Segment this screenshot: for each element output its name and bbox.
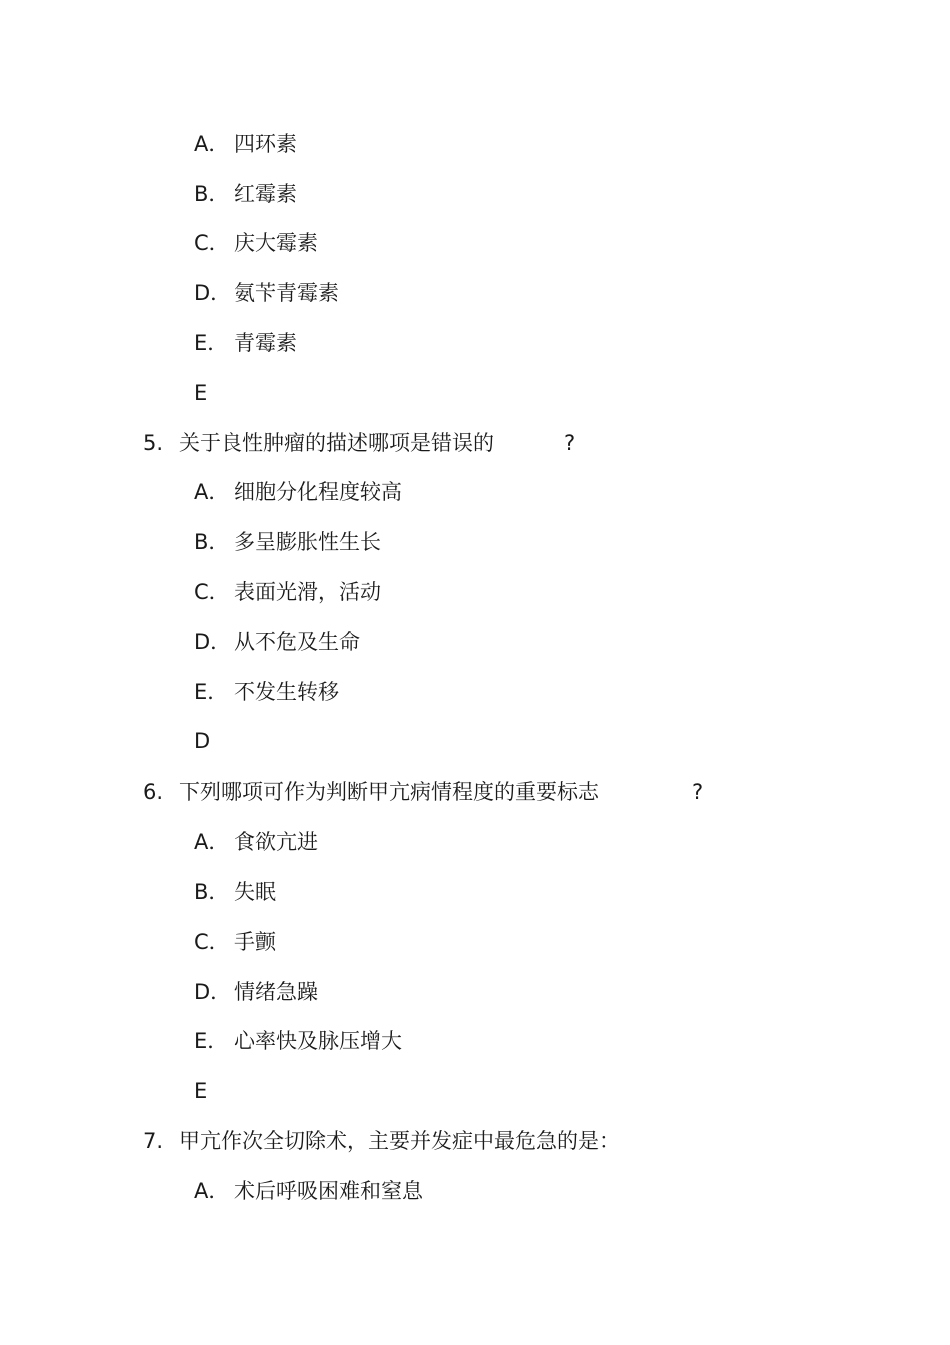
option-marker: B． [194, 182, 230, 206]
option-text: 术后呼吸困难和窒息 [234, 1179, 423, 1203]
q4-option-c [194, 229, 318, 257]
q5-option-b [194, 528, 381, 556]
option-marker: C． [194, 930, 230, 954]
option-marker: E． [194, 680, 229, 704]
option-text: 细胞分化程度较高 [234, 480, 402, 504]
q5-option-c [194, 578, 381, 606]
option-text: 庆大霉素 [234, 231, 318, 255]
q5-option-e [194, 678, 339, 706]
option-marker: C． [194, 231, 230, 255]
q5-answer: D [194, 729, 211, 753]
option-marker: A． [194, 132, 230, 156]
option-marker: B． [194, 530, 230, 554]
question-text: 下列哪项可作为判断甲亢病情程度的重要标志 [179, 780, 599, 804]
q4-option-d [194, 279, 339, 307]
option-text: 从不危及生命 [234, 630, 360, 654]
question-number: 6. [143, 780, 164, 804]
q5-option-d [194, 628, 360, 656]
q5-stem [143, 429, 494, 457]
option-text: 食欲亢进 [234, 830, 318, 854]
q7-option-a [194, 1177, 423, 1205]
option-marker: C． [194, 580, 230, 604]
q4-option-b [194, 180, 297, 208]
q7-stem [143, 1127, 620, 1155]
option-text: 四环素 [234, 132, 297, 156]
q4-answer: E [194, 381, 208, 405]
option-text: 红霉素 [234, 182, 297, 206]
question-number: 7. [143, 1129, 164, 1153]
option-marker: D． [194, 980, 232, 1004]
option-text: 多呈膨胀性生长 [234, 530, 381, 554]
q6-answer: E [194, 1079, 208, 1103]
option-marker: A． [194, 1179, 230, 1203]
option-marker: A． [194, 830, 230, 854]
q6-option-a [194, 828, 318, 856]
q5-option-a [194, 478, 402, 506]
option-text: 失眠 [234, 880, 276, 904]
q6-option-d [194, 978, 318, 1006]
option-text: 情绪急躁 [234, 980, 318, 1004]
question-text: 关于良性肿瘤的描述哪项是错误的 [179, 431, 494, 455]
option-text: 手颤 [234, 930, 276, 954]
option-marker: B． [194, 880, 230, 904]
q6-option-b [194, 878, 276, 906]
q4-option-a [194, 130, 297, 158]
option-text: 表面光滑，活动 [234, 580, 381, 604]
q6-option-e [194, 1027, 402, 1055]
q6-stem [143, 778, 599, 806]
option-text: 不发生转移 [234, 680, 339, 704]
option-marker: E． [194, 331, 229, 355]
question-number: 5. [143, 431, 164, 455]
q6-question-mark: ? [692, 780, 704, 804]
option-text: 心率快及脉压增大 [234, 1029, 402, 1053]
question-text: 甲亢作次全切除术，主要并发症中最危急的是： [179, 1129, 620, 1153]
option-marker: D． [194, 281, 232, 305]
q5-question-mark: ? [564, 431, 576, 455]
option-marker: D． [194, 630, 232, 654]
option-marker: E． [194, 1029, 229, 1053]
option-text: 氨苄青霉素 [234, 281, 339, 305]
option-marker: A． [194, 480, 230, 504]
option-text: 青霉素 [234, 331, 297, 355]
q4-option-e [194, 329, 297, 357]
q6-option-c [194, 928, 276, 956]
